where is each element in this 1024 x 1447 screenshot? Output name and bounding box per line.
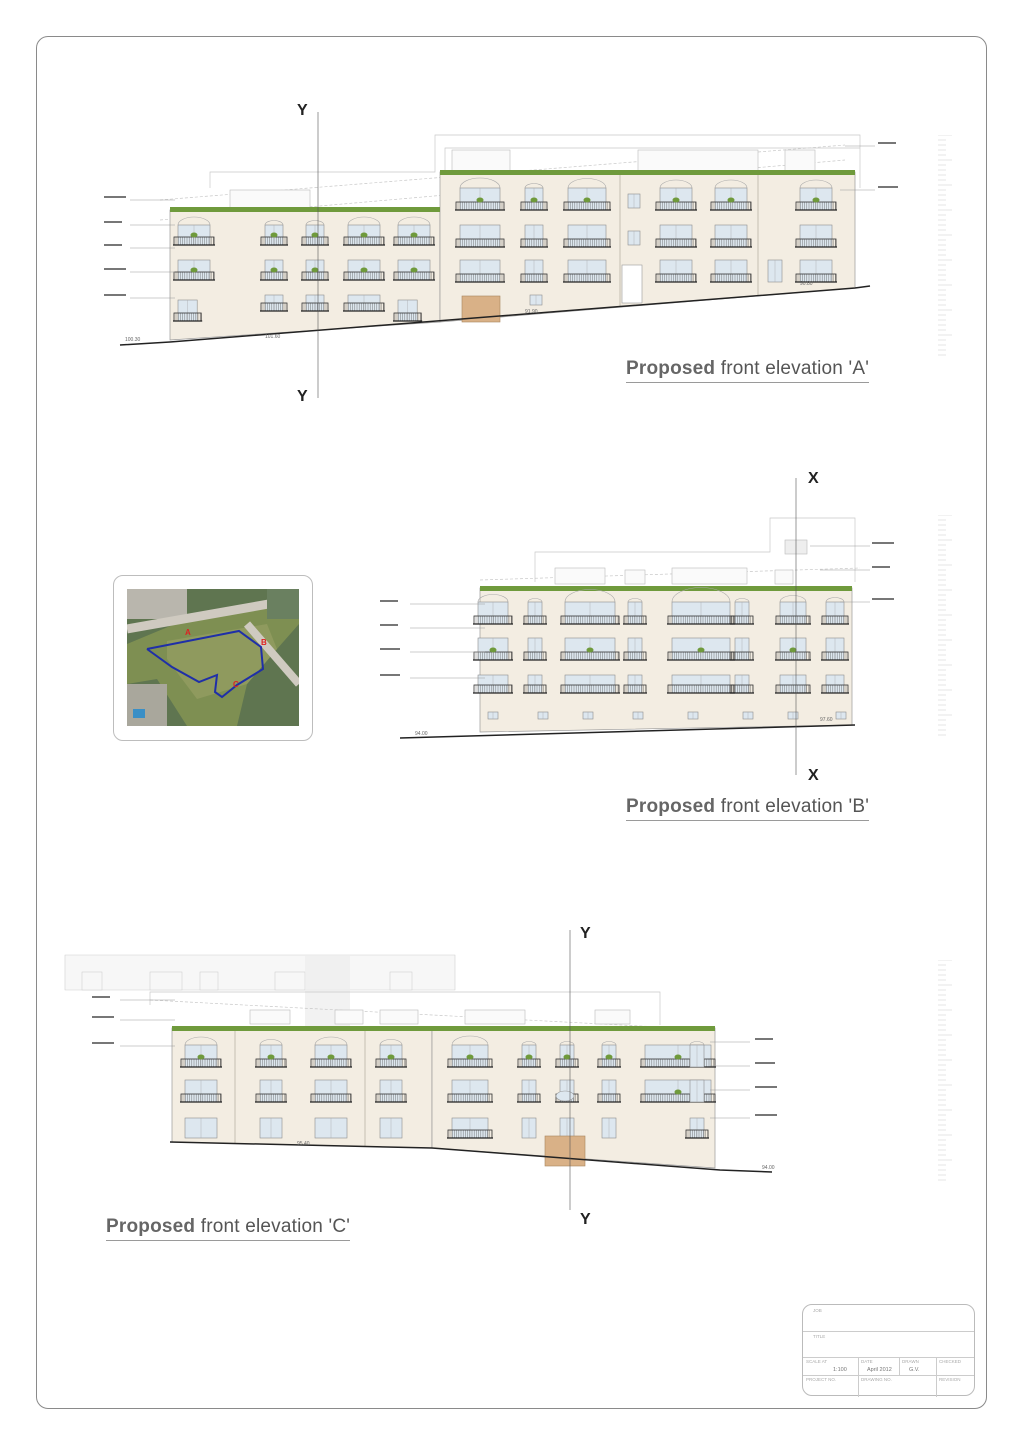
level-mark: 94.00 bbox=[762, 1165, 775, 1171]
window bbox=[255, 1080, 287, 1102]
elevation-a-title: Proposed front elevation 'A' bbox=[626, 358, 869, 383]
level-mark: 101.60 bbox=[265, 334, 281, 340]
level-mark: 94.00 bbox=[415, 731, 428, 737]
garage-door bbox=[545, 1136, 585, 1166]
axis-label-bottom: X bbox=[808, 767, 819, 784]
title-block bbox=[802, 1304, 975, 1396]
planter bbox=[531, 198, 538, 203]
planter bbox=[361, 268, 368, 273]
axis-label-bottom: Y bbox=[580, 1211, 591, 1228]
window bbox=[836, 712, 846, 719]
planter bbox=[312, 268, 319, 273]
title-label: TITLE bbox=[813, 1334, 826, 1339]
planter bbox=[606, 1055, 613, 1060]
entrance-door bbox=[622, 265, 642, 303]
window bbox=[710, 260, 752, 282]
window bbox=[447, 1080, 493, 1102]
scale-ruler bbox=[938, 515, 952, 740]
planter bbox=[268, 1055, 275, 1060]
window bbox=[775, 675, 811, 693]
oval-window bbox=[556, 1091, 574, 1101]
window bbox=[447, 1118, 493, 1138]
window bbox=[473, 638, 513, 660]
roof-planting bbox=[440, 170, 855, 175]
elevation-b-drawing bbox=[380, 470, 900, 780]
penthouse-block bbox=[638, 150, 758, 172]
window bbox=[473, 675, 513, 693]
site-marker-c: C bbox=[233, 680, 239, 689]
ruler-ticks bbox=[938, 515, 952, 740]
window bbox=[393, 260, 435, 280]
elevation-b-title: Proposed front elevation 'B' bbox=[626, 796, 869, 821]
revision-label: REVISION bbox=[939, 1377, 961, 1382]
planter bbox=[191, 268, 198, 273]
level-mark: 90.80 bbox=[800, 281, 813, 287]
window bbox=[530, 295, 542, 305]
date-label: DATE bbox=[861, 1359, 873, 1364]
planter bbox=[675, 1055, 682, 1060]
window bbox=[560, 675, 620, 693]
drawn-label: DRAWN bbox=[902, 1359, 919, 1364]
planter bbox=[564, 1055, 571, 1060]
planter bbox=[411, 268, 418, 273]
window bbox=[260, 1118, 282, 1138]
planter bbox=[673, 198, 680, 203]
planter bbox=[361, 233, 368, 238]
window bbox=[343, 260, 385, 280]
window bbox=[688, 712, 698, 719]
window bbox=[768, 260, 782, 282]
window bbox=[173, 260, 215, 280]
window bbox=[628, 194, 640, 208]
elevation-a-drawing bbox=[100, 100, 900, 400]
planter bbox=[698, 648, 705, 653]
window bbox=[775, 638, 811, 660]
window bbox=[633, 712, 643, 719]
window bbox=[788, 712, 798, 719]
window bbox=[563, 260, 611, 282]
planter bbox=[587, 648, 594, 653]
site-aerial-map bbox=[127, 589, 299, 726]
penthouse-block bbox=[452, 150, 510, 172]
window bbox=[640, 1080, 716, 1102]
level-mark: 97.60 bbox=[820, 717, 833, 723]
job-label: JOB bbox=[813, 1308, 822, 1313]
planter bbox=[813, 198, 820, 203]
checked-label: CHECKED bbox=[939, 1359, 962, 1364]
planter bbox=[526, 1055, 533, 1060]
planter bbox=[584, 198, 591, 203]
planter bbox=[477, 198, 484, 203]
axis-label-bottom: Y bbox=[297, 388, 308, 405]
planter bbox=[490, 648, 497, 653]
axis-label-top: Y bbox=[580, 925, 591, 942]
window bbox=[380, 1118, 402, 1138]
project-label: PROJECT NO. bbox=[806, 1377, 837, 1382]
level-mark: 91.90 bbox=[525, 309, 538, 315]
date-value: April 2012 bbox=[867, 1367, 892, 1373]
planter bbox=[328, 1055, 335, 1060]
roof-planting bbox=[172, 1026, 715, 1031]
window bbox=[455, 260, 505, 282]
level-mark: 100.30 bbox=[125, 337, 141, 343]
scale-label: SCALE AT bbox=[806, 1359, 828, 1364]
planter bbox=[790, 648, 797, 653]
window bbox=[628, 231, 640, 245]
window bbox=[602, 1118, 616, 1138]
window bbox=[690, 1042, 704, 1068]
site-location-card bbox=[113, 575, 313, 741]
window bbox=[795, 260, 837, 282]
window bbox=[185, 1118, 217, 1138]
planter bbox=[411, 233, 418, 238]
window bbox=[455, 225, 505, 247]
window bbox=[522, 1118, 536, 1138]
scale-value: 1:100 bbox=[833, 1367, 847, 1373]
window bbox=[560, 1118, 574, 1138]
background-buildings bbox=[65, 955, 455, 990]
scale-ruler bbox=[938, 135, 952, 360]
window bbox=[560, 638, 620, 660]
window bbox=[655, 260, 697, 282]
planter bbox=[191, 233, 198, 238]
roof-planting bbox=[170, 207, 440, 212]
planter bbox=[388, 1055, 395, 1060]
planter bbox=[198, 1055, 205, 1060]
elevation-c-drawing bbox=[60, 930, 790, 1210]
window bbox=[343, 295, 385, 311]
window bbox=[488, 712, 498, 719]
window bbox=[690, 1080, 704, 1102]
planter bbox=[728, 198, 735, 203]
window bbox=[563, 225, 611, 247]
window bbox=[710, 225, 752, 247]
penthouse-block bbox=[785, 150, 815, 172]
drawn-value: G.V. bbox=[909, 1367, 920, 1373]
site-marker-b: B bbox=[261, 638, 267, 647]
penthouse-block bbox=[230, 190, 310, 208]
window bbox=[180, 1080, 222, 1102]
window bbox=[315, 1118, 347, 1138]
level-mark: 95.40 bbox=[297, 1141, 310, 1147]
window bbox=[795, 225, 837, 247]
window bbox=[743, 712, 753, 719]
planter bbox=[675, 1090, 682, 1095]
drawing-label: DRAWING NO. bbox=[861, 1377, 892, 1382]
site-marker-a: A bbox=[185, 628, 191, 637]
planter bbox=[467, 1055, 474, 1060]
planter bbox=[271, 268, 278, 273]
scale-ruler bbox=[938, 960, 952, 1185]
window bbox=[310, 1080, 352, 1102]
window bbox=[667, 638, 735, 660]
axis-label-top: Y bbox=[297, 102, 308, 119]
axis-label-top: X bbox=[808, 470, 819, 487]
window bbox=[375, 1080, 407, 1102]
ruler-ticks bbox=[938, 135, 952, 360]
window bbox=[655, 225, 697, 247]
elevation-c-title: Proposed front elevation 'C' bbox=[106, 1216, 350, 1241]
ruler-ticks bbox=[938, 960, 952, 1185]
window bbox=[667, 675, 735, 693]
window bbox=[538, 712, 548, 719]
planter bbox=[312, 233, 319, 238]
planter bbox=[271, 233, 278, 238]
window bbox=[583, 712, 593, 719]
window bbox=[640, 1045, 716, 1067]
